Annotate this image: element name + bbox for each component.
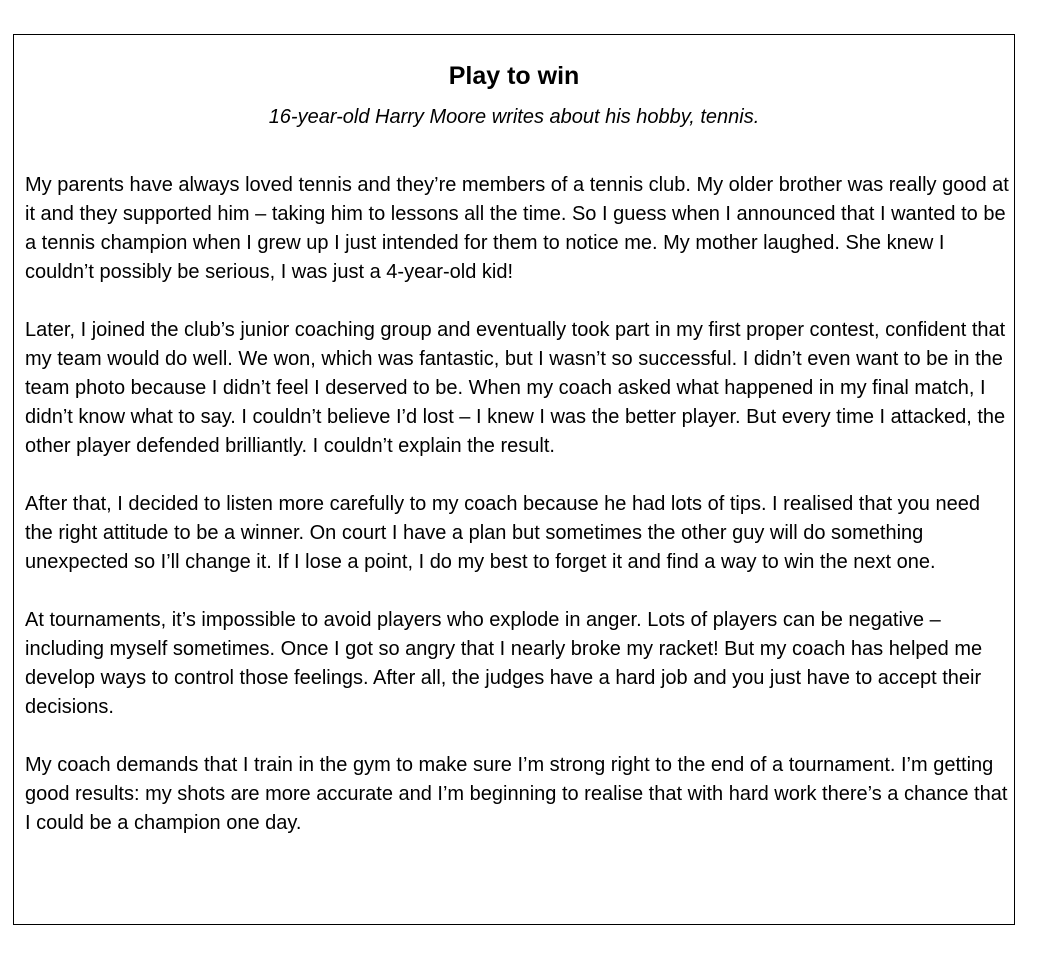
article-body xyxy=(25,171,1010,838)
article-title: Play to win xyxy=(448,62,580,90)
paragraph-4: At tournaments, it’s impossible to avoid players who explode in anger. Lots of players can be negative – including myself sometimes. Once I got so angry that I nearly broke my racket! But my coach has helped me develop ways to control those feelings. After all, the judges have a hard job and you just have to accept their decisions. xyxy=(25,609,983,718)
paragraph-2: Later, I joined the club’s junior coaching group and eventually took part in my first proper contest, confident that my team would do well. We won, which was fantastic, but I wasn’t so successful. I didn’t even want to be in the team photo because I didn’t feel I deserved to be. When my coach asked what happened in my final match, I didn’t know what to say. I couldn’t believe I’d lost – I knew I was the better player. But every time I attacked, the other player defended brilliantly. I couldn’t explain the result. xyxy=(25,319,1006,457)
article-frame xyxy=(13,34,1015,925)
paragraph-1: My parents have always loved tennis and they’re members of a tennis club. My older brother was really good at it and they supported him – taking him to lessons all the time. So I guess when I announced that I wanted to be a tennis champion when I grew up I just intended for them to notice me. My mother laughed. She knew I couldn’t possibly be serious, I was just a 4-year-old kid! xyxy=(25,174,1009,283)
paragraph-3: After that, I decided to listen more carefully to my coach because he had lots of tips. I realised that you need the right attitude to be a winner. On court I have a plan but sometimes the other guy will do something unexpected so I’ll change it. If I lose a point, I do my best to forget it and find a way to win the next one. xyxy=(25,493,980,573)
paragraph-5: My coach demands that I train in the gym to make sure I’m strong right to the end of a tournament. I’m getting good results: my shots are more accurate and I’m beginning to realise that with hard work there’s a chance that I could be a champion one day. xyxy=(25,754,1008,834)
article-subtitle: 16-year-old Harry Moore writes about his hobby, tennis. xyxy=(268,106,760,128)
